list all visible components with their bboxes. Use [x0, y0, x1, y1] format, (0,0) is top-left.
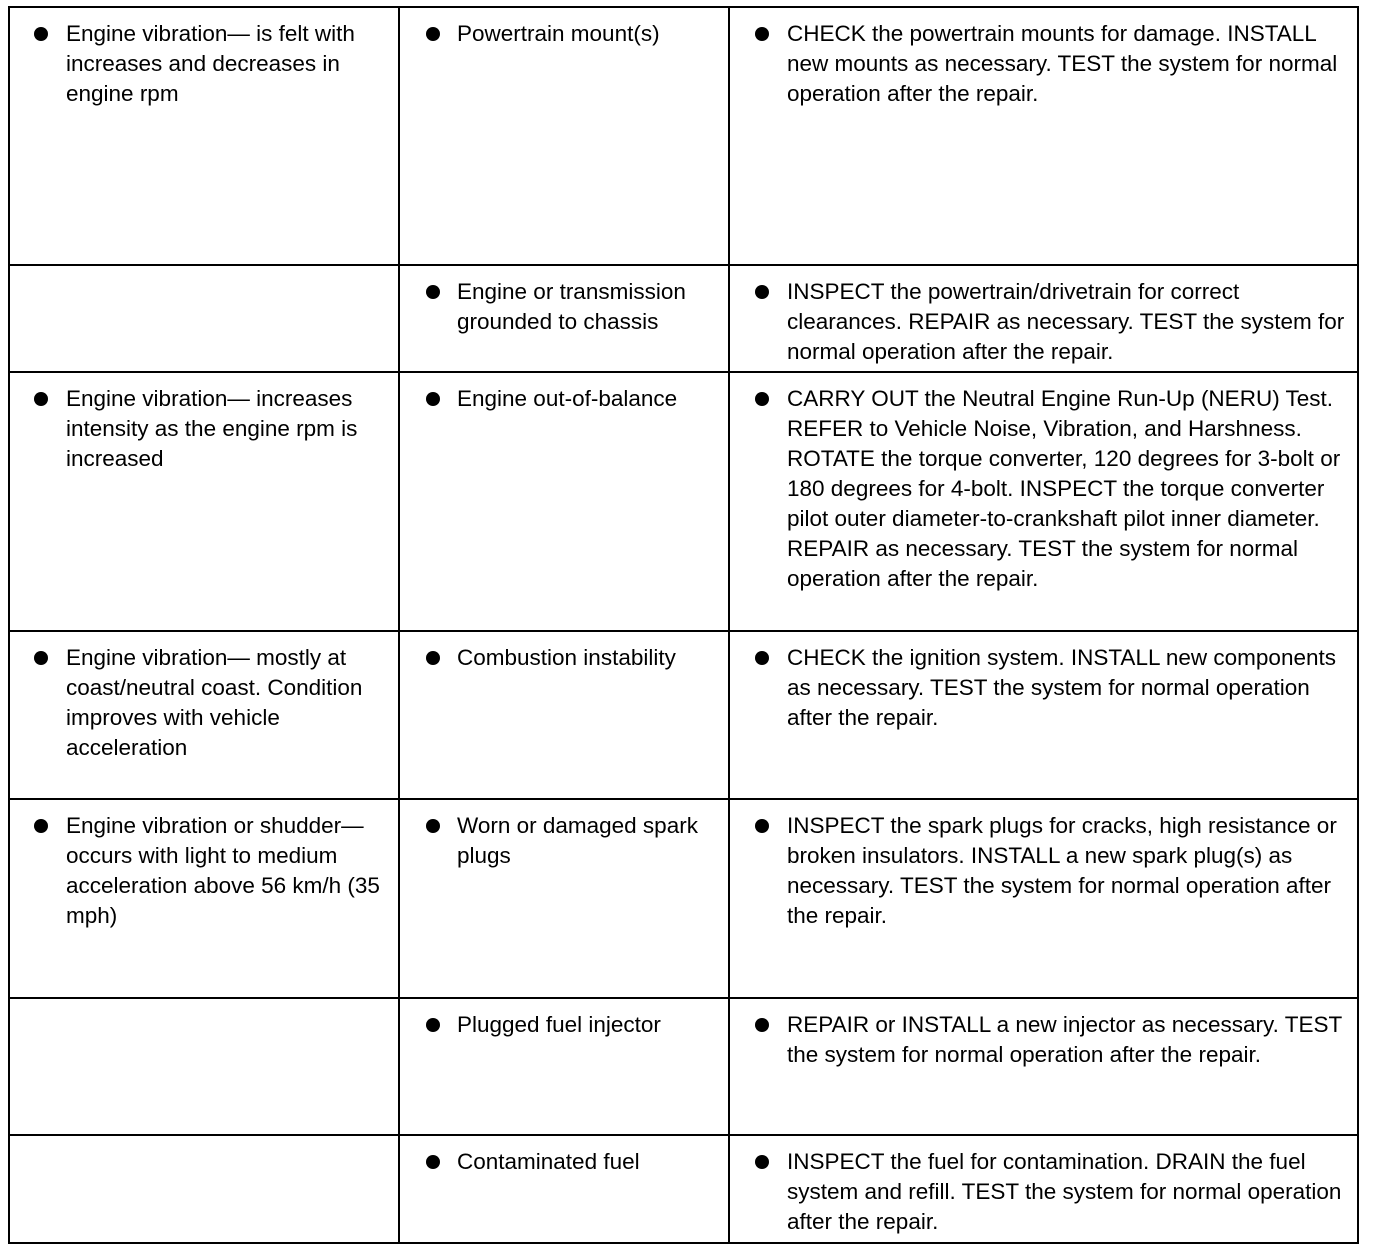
action-text: INSPECT the powertrain/drivetrain for correct clearances. REPAIR as necessary. TEST the system for normal operation after the repair.: [787, 279, 1345, 364]
action-cell: [729, 265, 1358, 372]
table-row: [9, 7, 1358, 265]
source-text: Powertrain mount(s): [457, 21, 660, 46]
action-item: [730, 800, 1357, 931]
bullet-icon: [426, 819, 440, 833]
action-cell: [729, 1135, 1358, 1243]
source-cell: [399, 265, 729, 372]
action-item: [730, 373, 1357, 594]
source-item: [400, 1136, 728, 1177]
action-item: [730, 1136, 1357, 1237]
source-text: Combustion instability: [457, 645, 676, 670]
bullet-icon: [755, 285, 769, 299]
source-cell: [399, 631, 729, 799]
source-text: Contaminated fuel: [457, 1149, 640, 1174]
condition-text: Engine vibration or shudder— occurs with light to medium acceleration above 56 km/h (35 mph): [66, 813, 380, 928]
bullet-icon: [755, 392, 769, 406]
action-item: [730, 8, 1357, 109]
bullet-icon: [755, 27, 769, 41]
bullet-icon: [755, 819, 769, 833]
action-cell: [729, 799, 1358, 998]
source-item: [400, 266, 728, 337]
source-item: [400, 999, 728, 1040]
bullet-icon: [34, 392, 48, 406]
bullet-icon: [755, 1018, 769, 1032]
condition-cell: [9, 372, 399, 631]
condition-text: Engine vibration— is felt with increases and decreases in engine rpm: [66, 21, 355, 106]
source-item: [400, 632, 728, 673]
bullet-icon: [34, 651, 48, 665]
table-row: [9, 998, 1358, 1135]
bullet-icon: [426, 1155, 440, 1169]
condition-text: Engine vibration— mostly at coast/neutral coast. Condition improves with vehicle acceleration: [66, 645, 363, 760]
action-item: [730, 999, 1357, 1070]
action-cell: [729, 631, 1358, 799]
source-cell: [399, 998, 729, 1135]
action-text: INSPECT the fuel for contamination. DRAIN the fuel system and refill. TEST the system for normal operation after the repair.: [787, 1149, 1342, 1234]
condition-item: [10, 632, 398, 763]
source-text: Engine out-of-balance: [457, 386, 678, 411]
condition-cell: [9, 799, 399, 998]
table-row: [9, 799, 1358, 998]
action-cell: [729, 372, 1358, 631]
table-row: [9, 265, 1358, 372]
diagnostic-table: [8, 6, 1359, 1244]
action-text: REPAIR or INSTALL a new injector as necessary. TEST the system for normal operation after the repair.: [787, 1012, 1342, 1067]
source-item: [400, 800, 728, 871]
condition-item: [10, 800, 398, 931]
action-text: INSPECT the spark plugs for cracks, high resistance or broken insulators. INSTALL a new spark plug(s) as necessary. TEST the system for normal operation after the repair.: [787, 813, 1337, 928]
table-row: [9, 1135, 1358, 1243]
condition-cell: [9, 631, 399, 799]
bullet-icon: [426, 651, 440, 665]
action-cell: [729, 7, 1358, 265]
bullet-icon: [34, 27, 48, 41]
action-item: [730, 632, 1357, 733]
bullet-icon: [426, 27, 440, 41]
action-cell: [729, 998, 1358, 1135]
condition-cell: [9, 265, 399, 372]
bullet-icon: [426, 1018, 440, 1032]
bullet-icon: [426, 392, 440, 406]
action-item: [730, 266, 1357, 367]
action-text: CHECK the powertrain mounts for damage. INSTALL new mounts as necessary. TEST the system for normal operation after the repair.: [787, 21, 1338, 106]
bullet-icon: [755, 651, 769, 665]
condition-cell: [9, 1135, 399, 1243]
source-cell: [399, 7, 729, 265]
condition-item: [10, 373, 398, 474]
condition-item: [10, 8, 398, 109]
source-text: Engine or transmission grounded to chassis: [457, 279, 686, 334]
table-row: [9, 631, 1358, 799]
source-cell: [399, 372, 729, 631]
bullet-icon: [34, 819, 48, 833]
bullet-icon: [426, 285, 440, 299]
action-text: CARRY OUT the Neutral Engine Run-Up (NERU) Test. REFER to Vehicle Noise, Vibration, and Harshness. ROTATE the torque converter, 120 degrees for 3-bolt or 180 degrees for 4-bolt. INSPECT the torque converter pilot outer diameter-to-crankshaft pilot inner diameter. REPAIR as necessary. TEST the system for normal operation after the repair.: [787, 386, 1341, 591]
source-item: [400, 373, 728, 414]
source-text: Worn or damaged spark plugs: [457, 813, 698, 868]
source-item: [400, 8, 728, 49]
source-cell: [399, 1135, 729, 1243]
condition-cell: [9, 998, 399, 1135]
table-row: [9, 372, 1358, 631]
source-cell: [399, 799, 729, 998]
condition-cell: [9, 7, 399, 265]
source-text: Plugged fuel injector: [457, 1012, 661, 1037]
bullet-icon: [755, 1155, 769, 1169]
action-text: CHECK the ignition system. INSTALL new components as necessary. TEST the system for normal operation after the repair.: [787, 645, 1336, 730]
condition-text: Engine vibration— increases intensity as the engine rpm is increased: [66, 386, 358, 471]
